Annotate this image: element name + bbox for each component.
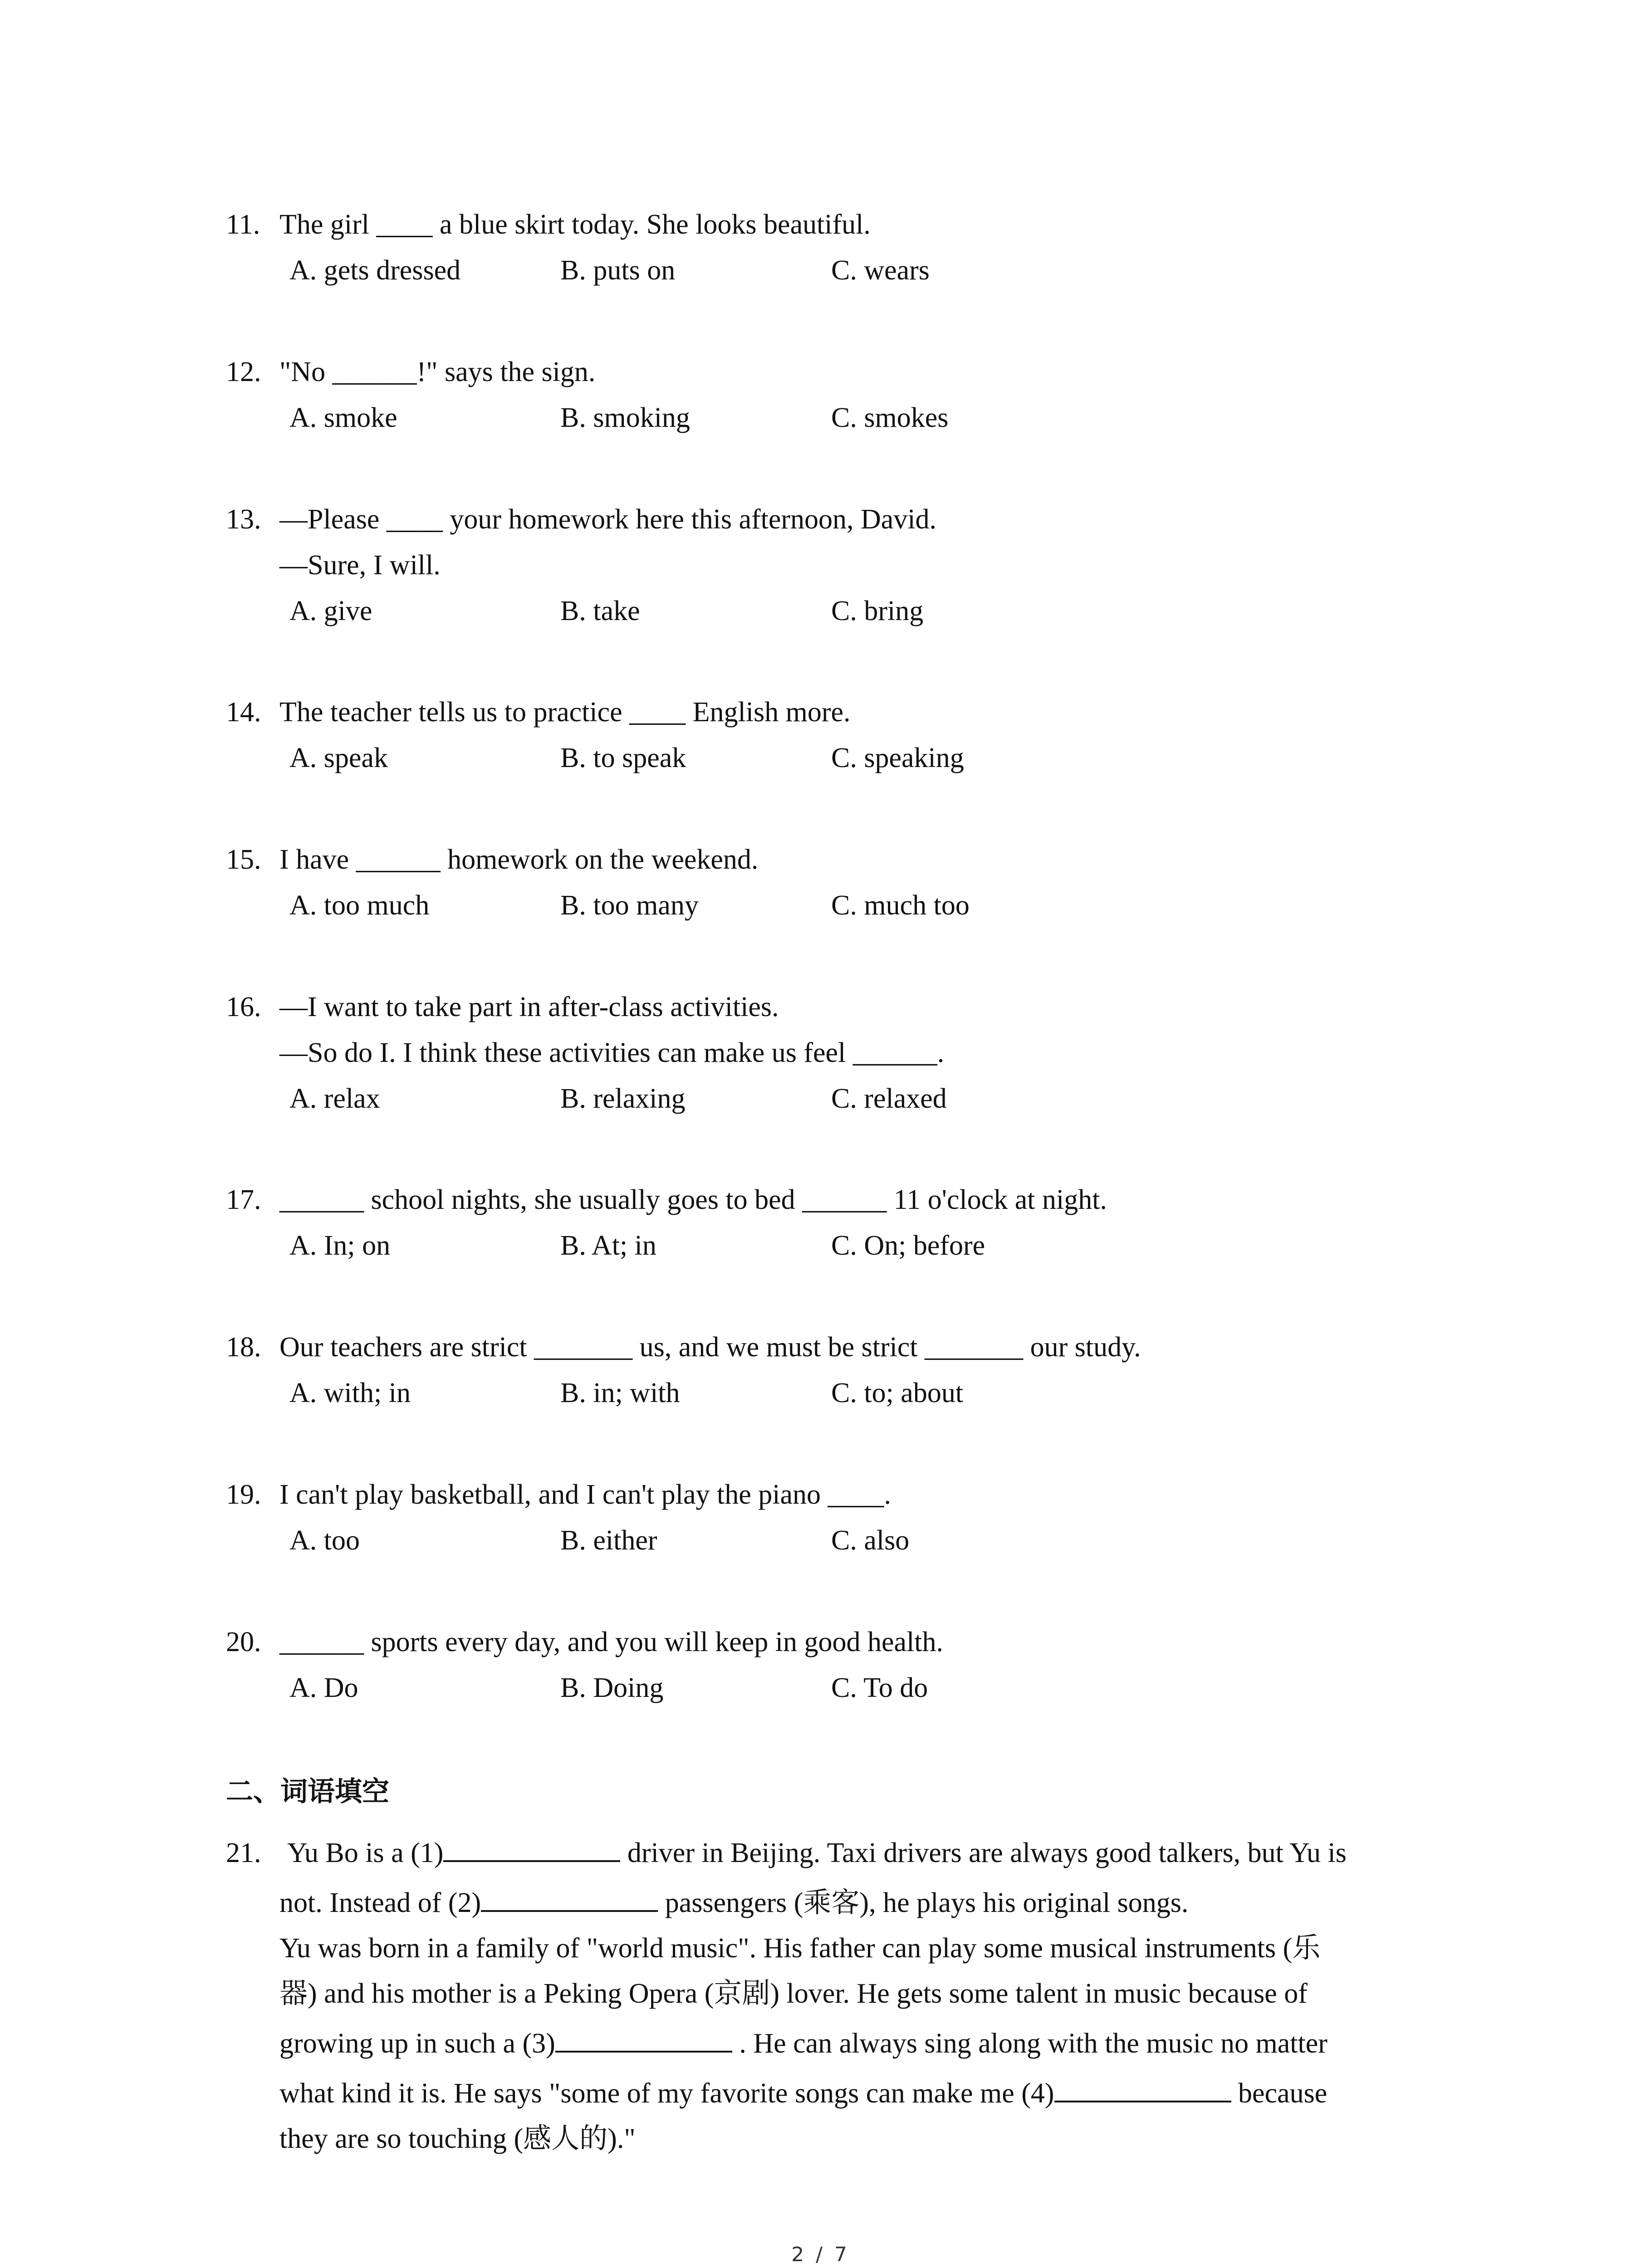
options-row	[226, 883, 1451, 929]
question-12	[226, 349, 1451, 441]
option-c: C. wears	[831, 255, 930, 286]
question-number: 19.	[226, 1479, 261, 1510]
blank-3[interactable]	[555, 2024, 732, 2053]
option-a: A. give	[289, 596, 372, 626]
question-17	[226, 1177, 1451, 1269]
question-number: 20.	[226, 1627, 261, 1657]
question-text: Our teachers are strict _______ us, and we must be strict _______ our study.	[279, 1332, 1141, 1363]
options-row	[226, 1076, 1451, 1122]
blank-1[interactable]	[443, 1833, 620, 1862]
option-c: C. smokes	[831, 402, 949, 433]
passage-text: passengers (乘客), he plays his original songs.	[658, 1887, 1189, 1918]
options-row	[226, 588, 1451, 634]
option-a: A. Do	[289, 1672, 358, 1703]
question-text: ______ sports every day, and you will keep in good health.	[279, 1627, 944, 1657]
passage-text: what kind it is. He says "some of my favorite songs can make me (4)	[279, 2078, 1054, 2109]
question-number: 13.	[226, 504, 261, 535]
question-text: —Please ____ your homework here this afternoon, David.	[279, 504, 937, 535]
question-text: I have ______ homework on the weekend.	[279, 844, 759, 875]
question-text: The teacher tells us to practice ____ English more.	[279, 697, 851, 728]
question-number: 15.	[226, 844, 261, 875]
passage-text: driver in Beijing. Taxi drivers are always good talkers, but Yu is	[620, 1838, 1347, 1868]
passage-text: not. Instead of (2)	[279, 1887, 481, 1918]
option-b: B. Doing	[560, 1672, 664, 1703]
question-19	[226, 1472, 1451, 1564]
question-text: —Sure, I will.	[279, 550, 441, 581]
option-a: A. with; in	[289, 1378, 411, 1408]
question-number: 12.	[226, 357, 261, 387]
passage-text: Yu Bo is a (1)	[287, 1838, 444, 1868]
question-16	[226, 984, 1451, 1122]
question-text: I can't play basketball, and I can't play the piano ____.	[279, 1479, 892, 1510]
option-c: C. relaxed	[831, 1083, 947, 1114]
option-a: A. speak	[289, 743, 388, 773]
question-11	[226, 202, 1451, 293]
option-b: B. relaxing	[560, 1083, 686, 1114]
option-c: C. On; before	[831, 1230, 985, 1261]
passage-line	[279, 2021, 1327, 2066]
option-c: C. speaking	[831, 743, 964, 773]
option-c: C. also	[831, 1525, 910, 1556]
option-b: B. in; with	[560, 1378, 680, 1408]
passage-line	[279, 2071, 1327, 2116]
option-b: B. At; in	[560, 1230, 656, 1261]
blank-4[interactable]	[1054, 2073, 1231, 2102]
option-b: B. to speak	[560, 743, 686, 773]
question-number: 11.	[226, 209, 260, 240]
options-row	[226, 395, 1451, 441]
option-a: A. In; on	[289, 1230, 391, 1261]
option-b: B. smoking	[560, 402, 690, 433]
blank-2[interactable]	[481, 1883, 658, 1912]
option-a: A. relax	[289, 1083, 380, 1114]
question-15	[226, 837, 1451, 929]
passage-line: Yu was born in a family of "world music". His father can play some musical instruments (乐	[279, 1933, 1321, 1964]
question-number: 17.	[226, 1184, 261, 1215]
passage-line: 器) and his mother is a Peking Opera (京剧) lover. He gets some talent in music because of	[279, 1978, 1308, 2009]
option-c: C. to; about	[831, 1378, 964, 1408]
option-b: B. too many	[560, 890, 699, 921]
option-a: A. smoke	[289, 402, 397, 433]
question-number: 16.	[226, 992, 261, 1022]
option-b: B. puts on	[560, 255, 676, 286]
option-a: A. too much	[289, 890, 430, 921]
options-row	[226, 248, 1451, 293]
question-text: —So do I. I think these activities can make us feel ______.	[279, 1037, 945, 1068]
question-13	[226, 497, 1451, 634]
options-row	[226, 1665, 1451, 1711]
page-number: 2 / 7	[791, 2243, 850, 2266]
question-number: 21.	[226, 1838, 261, 1868]
question-number: 18.	[226, 1332, 261, 1363]
passage-line	[279, 1880, 1188, 1926]
passage-line: they are so touching (感人的)."	[279, 2123, 636, 2154]
passage-text: . He can always sing along with the music no matter	[732, 2028, 1327, 2059]
option-c: C. much too	[831, 890, 970, 921]
option-b: B. either	[560, 1525, 657, 1556]
question-14	[226, 689, 1451, 781]
option-b: B. take	[560, 596, 640, 626]
passage-text: because	[1231, 2078, 1327, 2109]
option-c: C. bring	[831, 596, 924, 626]
options-row	[226, 1518, 1451, 1564]
passage-text: growing up in such a (3)	[279, 2028, 555, 2059]
option-a: A. too	[289, 1525, 360, 1556]
option-c: C. To do	[831, 1672, 928, 1703]
option-a: A. gets dressed	[289, 255, 461, 286]
question-text: "No ______!" says the sign.	[279, 357, 596, 387]
question-text: —I want to take part in after-class activities.	[279, 992, 779, 1022]
options-row	[226, 1223, 1451, 1269]
question-18	[226, 1325, 1451, 1416]
passage-line	[287, 1830, 1347, 1876]
question-text: ______ school nights, she usually goes to bed ______ 11 o'clock at night.	[279, 1184, 1107, 1215]
question-20	[226, 1619, 1451, 1711]
question-text: The girl ____ a blue skirt today. She looks beautiful.	[279, 209, 871, 240]
options-row	[226, 1370, 1451, 1416]
question-number: 14.	[226, 697, 261, 728]
options-row	[226, 735, 1451, 781]
section-heading: 二、词语填空	[226, 1776, 389, 1808]
